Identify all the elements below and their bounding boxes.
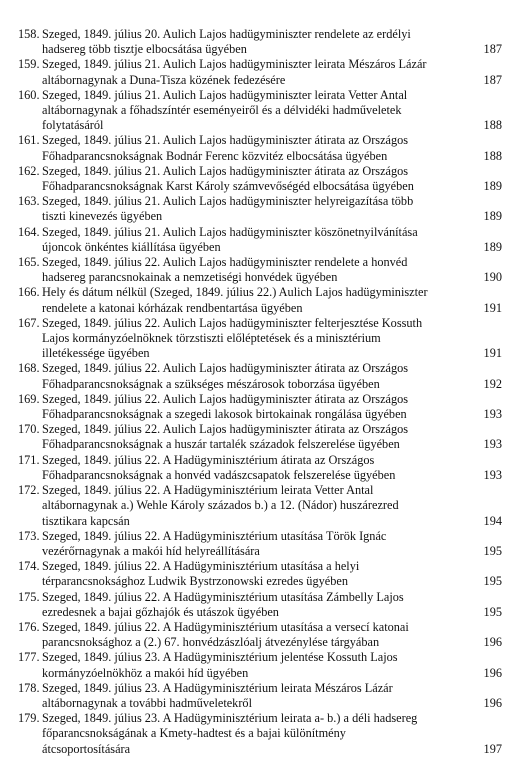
entry-text: [38, 194, 502, 224]
entry-line: Szeged, 1849. július 22. A Hadügyminisztérium leirata Vetter Antal: [42, 483, 374, 498]
entry-line: átcsoportosítására: [42, 741, 131, 756]
entry-number: 168.: [18, 361, 40, 376]
entry-text: [38, 164, 502, 194]
page-number: 193: [483, 467, 502, 482]
entry-number: 160.: [18, 87, 40, 102]
entry-line: térparancsnoksághoz Ludwik Bystrzonowski ezredes ügyében: [42, 574, 348, 589]
entry-text: [38, 133, 502, 163]
entry-text: [38, 483, 502, 529]
entry-line: Szeged, 1849. július 22. Aulich Lajos hadügyminiszter átirata az Országos: [42, 422, 409, 437]
entry-line: altábornagynak a főhadszíntér eseményeiről és a délvidéki hadműveletek: [42, 103, 402, 118]
entry-line: altábornagynak a Duna-Tisza közének fedezésére: [42, 72, 286, 87]
entry-text: [38, 529, 502, 559]
entry-line: főparancsnokságának a Kmety-hadtest és a bajai különítmény: [42, 726, 346, 741]
page-number: 196: [483, 665, 502, 680]
entry-line: Szeged, 1849. július 22. Aulich Lajos hadügyminiszter átirata az Országos: [42, 361, 409, 376]
page-number: 192: [483, 376, 502, 391]
page-number: 193: [483, 407, 502, 422]
page-number: 191: [483, 300, 502, 315]
entry-number: 174.: [18, 559, 40, 574]
entry-text: [38, 316, 502, 362]
entry-line: Szeged, 1849. július 21. Aulich Lajos hadügyminiszter köszönetnyilvánítása: [42, 224, 418, 239]
entry-line: hadsereg parancsnokainak a nemzetiségi honvédek ügyében: [42, 270, 338, 285]
toc-entry: [18, 57, 502, 87]
page-number: 196: [483, 635, 502, 650]
toc-entry: [18, 559, 502, 589]
page-number: 196: [483, 695, 502, 710]
page-number: 189: [483, 209, 502, 224]
entry-line: Szeged, 1849. július 21. Aulich Lajos hadügyminiszter leirata Mészáros Lázár: [42, 57, 427, 72]
entry-line: parancsnoksághoz a (2.) 67. honvédzászlóalj átvezénylése tárgyában: [42, 635, 380, 650]
entry-text: [38, 57, 502, 87]
entry-number: 165.: [18, 255, 40, 270]
toc-entry: [18, 453, 502, 483]
entry-line: Szeged, 1849. július 20. Aulich Lajos hadügyminiszter rendelete az erdélyi: [42, 27, 411, 41]
entry-text: [38, 361, 502, 391]
toc-entry: [18, 392, 502, 422]
entry-line: ezredesnek a bajai gőzhajók és utászok ügyében: [42, 604, 279, 619]
table-of-contents: [18, 27, 502, 757]
page-number: 189: [483, 239, 502, 254]
toc-entry: [18, 316, 502, 362]
entry-line: Lajos kormányzóelnöknek törzstiszti előléptetések és a minisztérium: [42, 331, 381, 346]
entry-line: Szeged, 1849. július 22. Aulich Lajos hadügyminiszter rendelete a honvéd: [42, 255, 408, 270]
entry-line: Szeged, 1849. július 21. Aulich Lajos hadügyminiszter leirata Vetter Antal: [42, 87, 408, 102]
entry-text: [38, 711, 502, 757]
entry-text: [38, 422, 502, 452]
page-number: 195: [483, 574, 502, 589]
entry-line: Főhadparancsnokságnak Karst Károly számvevőségéd elbocsátása ügyében: [42, 179, 414, 194]
entry-line: Szeged, 1849. július 23. A Hadügyminisztérium jelentése Kossuth Lajos: [42, 650, 398, 665]
entry-text: [38, 559, 502, 589]
entry-number: 173.: [18, 528, 40, 543]
entry-number: 175.: [18, 589, 40, 604]
toc-entry: [18, 285, 502, 315]
toc-entry: [18, 529, 502, 559]
entry-number: 164.: [18, 224, 40, 239]
page-number: 188: [483, 148, 502, 163]
entry-number: 158.: [18, 27, 40, 41]
entry-line: tisztikara kapcsán: [42, 513, 130, 528]
entry-line: Hely és dátum nélkül (Szeged, 1849. július 22.) Aulich Lajos hadügyminiszter: [42, 285, 428, 300]
page-number: 195: [483, 543, 502, 558]
toc-entry: [18, 361, 502, 391]
toc-entry: [18, 483, 502, 529]
entry-line: újoncok önkéntes kiállítása ügyében: [42, 239, 221, 254]
toc-entry: [18, 620, 502, 650]
toc-entry: [18, 422, 502, 452]
entry-line: altábornagynak a.) Wehle Károly százados b.) a 12. (Nádor) huszárezred: [42, 498, 399, 513]
entry-number: 170.: [18, 422, 40, 437]
entry-number: 177.: [18, 650, 40, 665]
entry-number: 171.: [18, 452, 40, 467]
entry-number: 163.: [18, 194, 40, 209]
page-number: 189: [483, 179, 502, 194]
entry-line: Szeged, 1849. július 21. Aulich Lajos hadügyminiszter átirata az Országos: [42, 163, 409, 178]
entry-line: folytatásáról: [42, 118, 104, 133]
entry-line: Szeged, 1849. július 22. A Hadügyminisztérium utasítása Zámbelly Lajos: [42, 589, 404, 604]
entry-number: 172.: [18, 483, 40, 498]
entry-text: [38, 225, 502, 255]
toc-entry: [18, 194, 502, 224]
toc-entry: [18, 133, 502, 163]
entry-line: altábornagynak a további hadműveletekről: [42, 695, 252, 710]
entry-line: Szeged, 1849. július 22. A Hadügyminisztérium utasítása a versecí katonai: [42, 619, 409, 634]
page-number: 187: [483, 72, 502, 87]
toc-entry: [18, 681, 502, 711]
entry-text: [38, 255, 502, 285]
page-number: 197: [483, 741, 502, 756]
entry-line: vezérőrnagynak a makói híd helyreállítására: [42, 543, 260, 558]
entry-line: hadsereg több tisztje elbocsátása ügyében: [42, 42, 247, 57]
entry-line: kormányzóelnökhöz a makói híd ügyében: [42, 665, 249, 680]
entry-line: Főhadparancsnokságnak a honvéd vadászcsapatok felszerelése ügyében: [42, 467, 396, 482]
entry-line: tiszti kinevezés ügyében: [42, 209, 163, 224]
entry-number: 159.: [18, 57, 40, 72]
page-number: 190: [483, 270, 502, 285]
entry-line: Szeged, 1849. július 23. A Hadügyminisztérium leirata a- b.) a déli hadsereg: [42, 711, 418, 726]
entry-text: [38, 392, 502, 422]
page-number: 188: [483, 118, 502, 133]
entry-line: Főhadparancsnokságnak Bodnár Ferenc közvitéz elbocsátása ügyében: [42, 148, 388, 163]
page-number: 191: [483, 346, 502, 361]
toc-entry: [18, 225, 502, 255]
entry-number: 178.: [18, 680, 40, 695]
toc-entry: [18, 650, 502, 680]
entry-number: 166.: [18, 285, 40, 300]
entry-line: Szeged, 1849. július 21. Aulich Lajos hadügyminiszter átirata az Országos: [42, 133, 409, 148]
entry-line: Főhadparancsnokságnak a szegedi lakosok birtokainak rongálása ügyében: [42, 407, 407, 422]
entry-text: [38, 88, 502, 134]
entry-number: 176.: [18, 619, 40, 634]
toc-entry: [18, 255, 502, 285]
entry-line: Szeged, 1849. július 22. Aulich Lajos hadügyminiszter átirata az Országos: [42, 391, 409, 406]
entry-line: Szeged, 1849. július 21. Aulich Lajos hadügyminiszter helyreigazítása több: [42, 194, 414, 209]
entry-number: 167.: [18, 315, 40, 330]
page-number: 187: [483, 42, 502, 57]
entry-line: Szeged, 1849. július 23. A Hadügyminisztérium leirata Mészáros Lázár: [42, 680, 393, 695]
entry-number: 179.: [18, 711, 40, 726]
entry-line: Szeged, 1849. július 22. A Hadügyminisztérium utasítása a helyi: [42, 559, 360, 574]
entry-number: 169.: [18, 391, 40, 406]
entry-text: [38, 453, 502, 483]
entry-line: Szeged, 1849. július 22. A Hadügyminisztérium átirata az Országos: [42, 452, 375, 467]
entry-text: [38, 27, 502, 57]
entry-text: [38, 681, 502, 711]
entry-number: 161.: [18, 133, 40, 148]
entry-line: Szeged, 1849. július 22. Aulich Lajos hadügyminiszter felterjesztése Kossuth: [42, 315, 423, 330]
toc-entry: [18, 711, 502, 757]
entry-line: Főhadparancsnokságnak a huszár tartalék századok felszerelése ügyében: [42, 437, 400, 452]
entry-text: [38, 620, 502, 650]
entry-line: Főhadparancsnokságnak a szükséges mészárosok toborzása ügyében: [42, 376, 380, 391]
entry-text: [38, 650, 502, 680]
entry-line: illetékessége ügyében: [42, 346, 150, 361]
page-number: 195: [483, 604, 502, 619]
toc-entry: [18, 27, 502, 57]
toc-entry: [18, 88, 502, 134]
toc-entry: [18, 164, 502, 194]
entry-line: rendelete a katonai kórházak rendbentartása ügyében: [42, 300, 303, 315]
entry-line: Szeged, 1849. július 22. A Hadügyminisztérium utasítása Török Ignác: [42, 528, 387, 543]
entry-number: 162.: [18, 163, 40, 178]
entry-text: [38, 285, 502, 315]
page-number: 194: [483, 513, 502, 528]
entry-text: [38, 590, 502, 620]
page-number: 193: [483, 437, 502, 452]
toc-entry: [18, 590, 502, 620]
